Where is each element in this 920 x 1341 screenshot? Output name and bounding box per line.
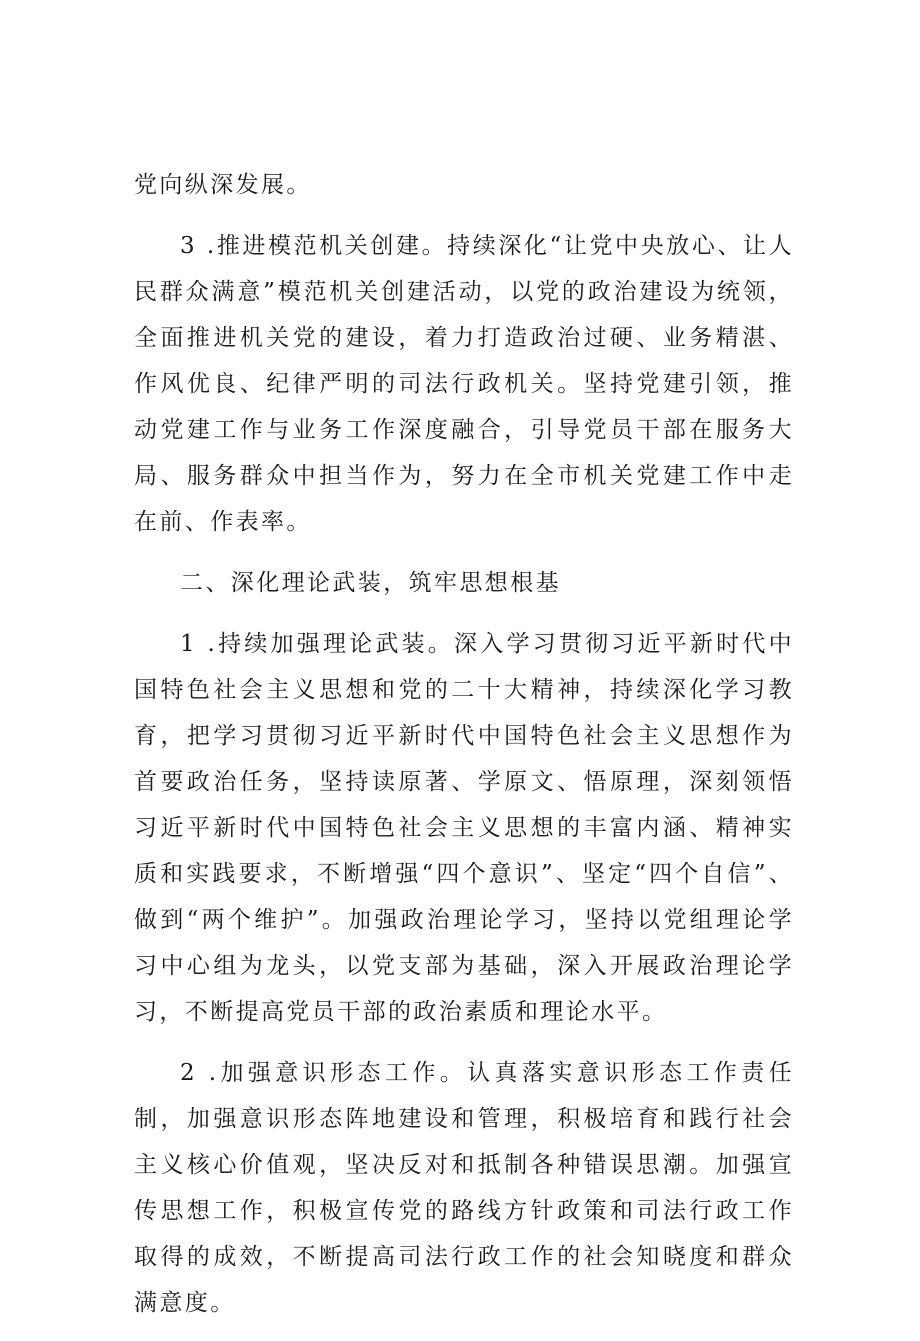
section-heading-2: 二、深化理论武装，筑牢思想根基 <box>180 570 561 596</box>
paragraph-item-1-theory: 1 .持续加强理论武装。深入学习贯彻习近平新时代中国特色社会主义思想和党的二十大精神，持续深化学习教育，把学习贯彻习近平新时代中国特色社会主义思想作为首要政治任务，坚持读原著、学原文、悟原理，深刻领悟习近平新时代中国特色社会主义思想的丰富内涵、精神实质和实践要求，不断增强“四个意识”、坚定“四个自信”、做到“两个维护”。加强政治理论学习，坚持以党组理论学习中心组为龙头，以党支部为基础，深入开展政治理论学习，不断提高党员干部的政治素质和理论水平。 <box>134 631 794 1025</box>
paragraph-item-3-model-organs: 3 .推进模范机关创建。持续深化“让党中央放心、让人民群众满意”模范机关创建活动，以党的政治建设为统领，全面推进机关党的建设，着力打造政治过硬、业务精湛、作风优良、纪律严明的司法行政机关。坚持党建引领，推动党建工作与业务工作深度融合，引导党员干部在服务大局、服务群众中担当作为，努力在全市机关党建工作中走在前、作表率。 <box>134 233 794 535</box>
paragraph-continuation: 党向纵深发展。 <box>134 172 312 198</box>
document-body <box>134 162 794 1341</box>
paragraph-item-2-ideology: 2 .加强意识形态工作。认真落实意识形态工作责任制，加强意识形态阵地建设和管理，积极培育和践行社会主义核心价值观，坚决反对和抵制各种错误思潮。加强宣传思想工作，积极宣传党的路线方针政策和司法行政工作取得的成效，不断提高司法行政工作的社会知晓度和群众满意度。 <box>134 1060 794 1316</box>
